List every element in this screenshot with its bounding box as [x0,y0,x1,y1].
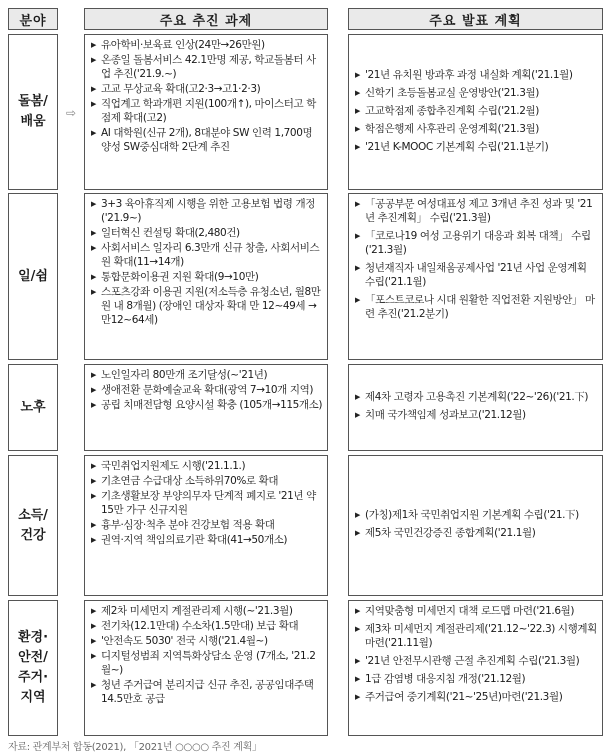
bullet-icon: ▶ [91,492,96,500]
bullet-icon: ▶ [355,607,360,615]
list-item: ▶ 신학기 초등돌봄교실 운영방안('21.3월) [355,86,539,99]
list-item: ▶ 통합문화이용권 지원 확대(9→10만) [91,271,259,283]
list-item: ▶ 기초연금 수급대상 소득하위70%로 확대 [91,475,279,487]
list-item: ▶ 3+3 육아휴직제 시행을 위한 고용보험 법령 개정('21.9~) [91,198,315,224]
tasks-work-rest [84,193,328,360]
bullet-icon: ▶ [355,693,360,701]
bullet-icon: ▶ [91,477,96,485]
bullet-icon: ▶ [91,681,96,689]
bullet-icon: ▶ [91,229,96,237]
bullet-icon: ▶ [91,273,96,281]
tasks-income-health [84,455,328,596]
bullet-icon: ▶ [355,411,360,419]
bullet-icon: ▶ [91,607,96,615]
bullet-icon: ▶ [355,529,360,537]
bullet-icon: ▶ [355,511,360,519]
list-item: ▶ 생애전환 문화예술교육 확대(광역 7→10개 지역) [91,384,314,396]
list-item: ▶ 온종일 돌봄서비스 42.1만명 제공, 학교돌봄터 사업 추진('21.9.~) [91,54,316,80]
list-item: ▶ 기초생활보장 부양의무자 단계적 폐지로 '21년 약 15만 가구 신규지원 [91,490,316,516]
bullet-icon: ▶ [355,296,360,304]
list-item: ▶ 청년재직자 내일채움공제사업 '21년 사업 운영계획 수립('21.1월) [355,262,587,288]
header-tasks: 주요 추진 과제 [84,8,328,30]
category-environment-safety-housing: 환경· 안전/ 주거· 지역 [8,600,58,736]
list-item: ▶ 흉부·심장·척추 분야 건강보험 적용 확대 [91,519,275,531]
list-item: ▶ 청년 주거급여 분리지급 신규 추진, 공공임대주택 14.5만호 공급 [91,679,314,705]
list-item: ▶ 「공공부문 여성대표성 제고 3개년 추진 성과 및 '21년 추진계획」 수립('21.3월) [355,198,593,224]
list-item: ▶ 치매 국가책임제 성과보고('21.12월) [355,409,526,421]
list-item: ▶ 권역·지역 책임의료기관 확대(41→50개소) [91,534,288,546]
list-item: ▶ 고교 무상교육 확대(고2·3→고1·2·3) [91,83,261,95]
tasks-care-learning [84,34,328,190]
list-item: ▶ 고교학점제 종합추진계획 수립('21.2월) [355,104,539,117]
bullet-icon: ▶ [355,393,360,401]
list-item: ▶ '21년 유치원 방과후 과정 내실화 계획('21.1월) [355,68,573,81]
list-item: ▶ 국민취업지원제도 시행('21.1.1.) [91,460,246,472]
bullet-icon: ▶ [91,462,96,470]
bullet-icon: ▶ [91,371,96,379]
bullet-icon: ▶ [355,124,360,133]
bullet-icon: ▶ [355,657,360,665]
bullet-icon: ▶ [355,675,360,683]
list-item: ▶ 제5차 국민건강증진 종합계획('21.1월) [355,527,536,539]
bullet-icon: ▶ [91,536,96,544]
list-item: ▶ '21년 K-MOOC 기본계획 수립('21.1분기) [355,140,549,153]
list-item: ▶ 지역맞춤형 미세먼지 대책 로드맵 마련('21.6월) [355,605,575,617]
plans-care-learning [348,34,603,190]
bullet-icon: ▶ [91,622,96,630]
bullet-icon: ▶ [91,288,96,296]
list-item: ▶ 「코로나19 여성 고용위기 대응과 회복 대책」 수립('21.3월) [355,230,591,256]
list-item: ▶ '안전속도 5030' 전국 시행('21.4월~) [91,635,268,647]
bullet-icon: ▶ [91,56,96,64]
bullet-icon: ▶ [355,142,360,151]
bullet-icon: ▶ [91,129,96,137]
plans-work-rest [348,193,603,360]
arrow-icon: ⇨ [65,106,77,120]
list-item: ▶ 노인일자리 80만개 조기달성(~'21년) [91,369,268,381]
category-income-health: 소득/ 건강 [8,455,58,596]
list-item: ▶ AI 대학원(신규 2개), 8대분야 SW 인력 1,700명 양성 SW중심대학 2단계 추진 [91,127,313,153]
list-item: ▶ 디지털성범죄 지역특화상담소 운영 (7개소, '21.2월~) [91,650,316,676]
bullet-icon: ▶ [91,401,96,409]
list-item: ▶ 전기차(12.1만대) 수소차(1.5만대) 보급 확대 [91,620,299,632]
list-item: ▶ 제3차 미세먼지 계절관리제('21.12~'22.3) 시행계획 마련('21.11월) [355,623,597,649]
bullet-icon: ▶ [355,200,360,208]
bullet-icon: ▶ [355,106,360,115]
bullet-icon: ▶ [91,85,96,93]
category-work-rest: 일/쉼 [8,193,58,360]
list-item: ▶ 1급 감염병 대응지침 개정('21.12월) [355,673,526,685]
bullet-icon: ▶ [355,88,360,97]
list-item: ▶ 「포스트코로나 시대 원활한 직업전환 지원방안」 마련 추진('21.2분기) [355,294,595,320]
bullet-icon: ▶ [91,652,96,660]
bullet-icon: ▶ [91,244,96,252]
bullet-icon: ▶ [91,200,96,208]
bullet-icon: ▶ [355,232,360,240]
list-item: ▶ 유아학비·보육료 인상(24만→26만원) [91,39,265,51]
tasks-environment-safety-housing [84,600,328,736]
list-item: ▶ 주거급여 중기계획('21~'25년)마련('21.3월) [355,691,563,703]
list-item: ▶ 스포츠강좌 이용권 지원(저소득층 유청소년, 월8만원 내 8개월) (장애인 대상자 확대 만 12~49세 → 만12~64세) [91,286,321,326]
plans-environment-safety-housing [348,600,603,736]
header-category: 분야 [8,8,58,30]
category-old-age: 노후 [8,364,58,451]
list-item: ▶ 제4차 고령자 고용촉진 기본계획('22~'26)('21.下) [355,391,589,403]
tasks-old-age [84,364,328,451]
plans-old-age [348,364,603,451]
list-item: ▶ 학점은행제 사후관리 운영계획('21.3월) [355,122,539,135]
list-item: ▶ 일터혁신 컨설팅 확대(2,480건) [91,227,240,239]
source-caption: 자료: 관계부처 합동(2021), 「2021년 ○○○○ 추진 계획」 [8,742,262,753]
list-item: ▶ 사회서비스 일자리 6.3만개 신규 창출, 사회서비스원 확대(11→14개) [91,242,320,268]
bullet-icon: ▶ [91,386,96,394]
bullet-icon: ▶ [91,41,96,49]
list-item: ▶ 제2차 미세먼지 계절관리제 시행(~'21.3월) [91,605,293,617]
bullet-icon: ▶ [355,264,360,272]
bullet-icon: ▶ [91,637,96,645]
category-care-learning: 돌봄/ 배움 [8,34,58,190]
list-item: ▶ 직업계고 학과개편 지원(100개↑), 마이스터고 학점제 확대(고2) [91,98,316,124]
list-item: ▶ 공립 치매전담형 요양시설 확충 (105개→115개소) [91,399,323,411]
list-item: ▶ '21년 안전무시관행 근절 추진계획 수립('21.3월) [355,655,580,667]
bullet-icon: ▶ [91,521,96,529]
plans-income-health [348,455,603,596]
list-item: ▶ (가칭)제1차 국민취업지원 기본계획 수립('21.下) [355,509,579,521]
bullet-icon: ▶ [355,70,360,79]
bullet-icon: ▶ [355,625,360,633]
bullet-icon: ▶ [91,100,96,108]
header-plans: 주요 발표 계획 [348,8,603,30]
